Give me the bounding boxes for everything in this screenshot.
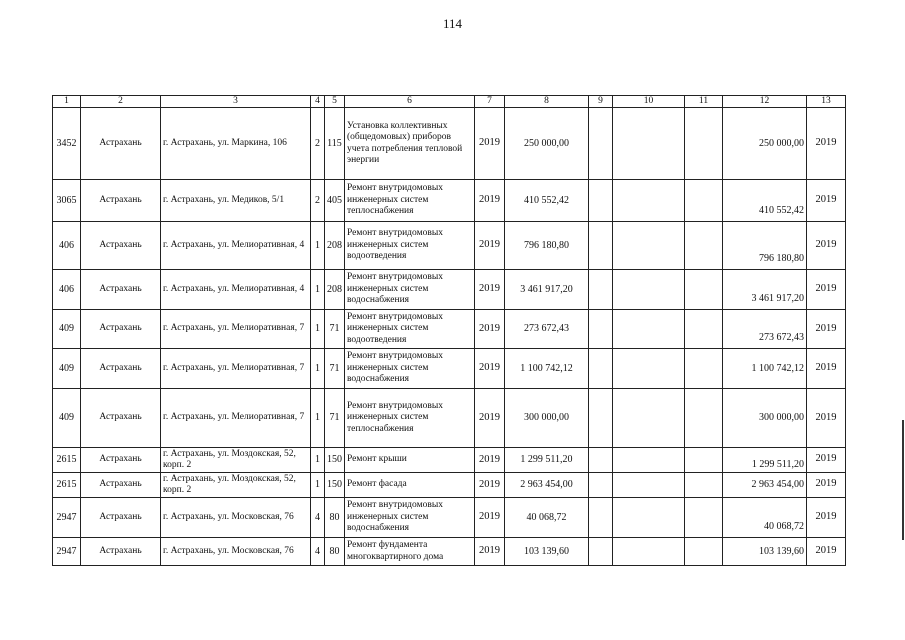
year-cell: 2019 bbox=[475, 180, 505, 222]
col5-cell: 71 bbox=[325, 310, 345, 349]
repair-register-table bbox=[52, 95, 846, 566]
col11-cell bbox=[685, 538, 723, 566]
col4-cell: 2 bbox=[311, 180, 325, 222]
col9-cell bbox=[589, 222, 613, 270]
col10-cell bbox=[613, 180, 685, 222]
house-id-cell: 2615 bbox=[53, 448, 81, 473]
col9-cell bbox=[589, 389, 613, 448]
col9-cell bbox=[589, 473, 613, 498]
cost-cell: 40 068,72 bbox=[505, 498, 589, 538]
house-id-cell: 409 bbox=[53, 310, 81, 349]
house-id-cell: 409 bbox=[53, 349, 81, 389]
col4-cell: 1 bbox=[311, 448, 325, 473]
col4-cell: 4 bbox=[311, 538, 325, 566]
address-cell: г. Астрахань, ул. Моздокская, 52, корп. 2 bbox=[161, 473, 311, 498]
table-row bbox=[53, 222, 846, 270]
column-header: 4 bbox=[311, 96, 325, 108]
scan-edge-mark bbox=[902, 420, 904, 540]
city-cell: Астрахань bbox=[81, 222, 161, 270]
col11-cell bbox=[685, 270, 723, 310]
col5-cell: 150 bbox=[325, 448, 345, 473]
house-id-cell: 406 bbox=[53, 222, 81, 270]
col4-cell: 1 bbox=[311, 310, 325, 349]
col9-cell bbox=[589, 270, 613, 310]
col10-cell bbox=[613, 498, 685, 538]
end-year-cell: 2019 bbox=[807, 473, 846, 498]
col5-cell: 150 bbox=[325, 473, 345, 498]
column-header: 2 bbox=[81, 96, 161, 108]
cost-cell: 1 299 511,20 bbox=[505, 448, 589, 473]
total-cell: 273 672,43 bbox=[723, 310, 807, 349]
year-cell: 2019 bbox=[475, 448, 505, 473]
col4-cell: 2 bbox=[311, 108, 325, 180]
col11-cell bbox=[685, 108, 723, 180]
end-year-cell: 2019 bbox=[807, 222, 846, 270]
table-row bbox=[53, 108, 846, 180]
house-id-cell: 3452 bbox=[53, 108, 81, 180]
column-header: 11 bbox=[685, 96, 723, 108]
house-id-cell: 406 bbox=[53, 270, 81, 310]
cost-cell: 250 000,00 bbox=[505, 108, 589, 180]
total-cell: 1 299 511,20 bbox=[723, 448, 807, 473]
work-type-cell: Ремонт крыши bbox=[345, 448, 475, 473]
column-header: 1 bbox=[53, 96, 81, 108]
address-cell: г. Астрахань, ул. Мелиоративная, 4 bbox=[161, 222, 311, 270]
col4-cell: 4 bbox=[311, 498, 325, 538]
house-id-cell: 2615 bbox=[53, 473, 81, 498]
cost-cell: 300 000,00 bbox=[505, 389, 589, 448]
cost-cell: 2 963 454,00 bbox=[505, 473, 589, 498]
column-header: 7 bbox=[475, 96, 505, 108]
col10-cell bbox=[613, 222, 685, 270]
col11-cell bbox=[685, 389, 723, 448]
cost-cell: 410 552,42 bbox=[505, 180, 589, 222]
table-row bbox=[53, 538, 846, 566]
table-row bbox=[53, 389, 846, 448]
work-type-cell: Ремонт внутридомовых инженерных систем водоснабжения bbox=[345, 498, 475, 538]
col11-cell bbox=[685, 180, 723, 222]
total-cell: 300 000,00 bbox=[723, 389, 807, 448]
col10-cell bbox=[613, 538, 685, 566]
work-type-cell: Ремонт фасада bbox=[345, 473, 475, 498]
column-header: 13 bbox=[807, 96, 846, 108]
address-cell: г. Астрахань, ул. Московская, 76 bbox=[161, 538, 311, 566]
table-row bbox=[53, 448, 846, 473]
table-row bbox=[53, 349, 846, 389]
column-header: 10 bbox=[613, 96, 685, 108]
work-type-cell: Ремонт внутридомовых инженерных систем водоснабжения bbox=[345, 349, 475, 389]
col10-cell bbox=[613, 310, 685, 349]
end-year-cell: 2019 bbox=[807, 270, 846, 310]
city-cell: Астрахань bbox=[81, 180, 161, 222]
cost-cell: 273 672,43 bbox=[505, 310, 589, 349]
year-cell: 2019 bbox=[475, 389, 505, 448]
cost-cell: 796 180,80 bbox=[505, 222, 589, 270]
house-id-cell: 2947 bbox=[53, 498, 81, 538]
col9-cell bbox=[589, 180, 613, 222]
city-cell: Астрахань bbox=[81, 538, 161, 566]
cost-cell: 3 461 917,20 bbox=[505, 270, 589, 310]
year-cell: 2019 bbox=[475, 310, 505, 349]
col10-cell bbox=[613, 108, 685, 180]
year-cell: 2019 bbox=[475, 270, 505, 310]
city-cell: Астрахань bbox=[81, 448, 161, 473]
col11-cell bbox=[685, 498, 723, 538]
col4-cell: 1 bbox=[311, 473, 325, 498]
address-cell: г. Астрахань, ул. Моздокская, 52, корп. 2 bbox=[161, 448, 311, 473]
total-cell: 1 100 742,12 bbox=[723, 349, 807, 389]
col5-cell: 208 bbox=[325, 222, 345, 270]
house-id-cell: 3065 bbox=[53, 180, 81, 222]
column-header: 12 bbox=[723, 96, 807, 108]
year-cell: 2019 bbox=[475, 473, 505, 498]
col4-cell: 1 bbox=[311, 222, 325, 270]
col9-cell bbox=[589, 108, 613, 180]
address-cell: г. Астрахань, ул. Мелиоративная, 7 bbox=[161, 389, 311, 448]
cost-cell: 103 139,60 bbox=[505, 538, 589, 566]
col5-cell: 208 bbox=[325, 270, 345, 310]
cost-cell: 1 100 742,12 bbox=[505, 349, 589, 389]
address-cell: г. Астрахань, ул. Медиков, 5/1 bbox=[161, 180, 311, 222]
col9-cell bbox=[589, 349, 613, 389]
year-cell: 2019 bbox=[475, 498, 505, 538]
col4-cell: 1 bbox=[311, 270, 325, 310]
end-year-cell: 2019 bbox=[807, 538, 846, 566]
work-type-cell: Ремонт внутридомовых инженерных систем водоснабжения bbox=[345, 270, 475, 310]
address-cell: г. Астрахань, ул. Маркина, 106 bbox=[161, 108, 311, 180]
city-cell: Астрахань bbox=[81, 473, 161, 498]
work-type-cell: Ремонт внутридомовых инженерных систем теплоснабжения bbox=[345, 180, 475, 222]
city-cell: Астрахань bbox=[81, 389, 161, 448]
table-row bbox=[53, 473, 846, 498]
col9-cell bbox=[589, 498, 613, 538]
address-cell: г. Астрахань, ул. Московская, 76 bbox=[161, 498, 311, 538]
work-type-cell: Ремонт фундамента многоквартирного дома bbox=[345, 538, 475, 566]
year-cell: 2019 bbox=[475, 222, 505, 270]
house-id-cell: 409 bbox=[53, 389, 81, 448]
col5-cell: 71 bbox=[325, 349, 345, 389]
end-year-cell: 2019 bbox=[807, 389, 846, 448]
col5-cell: 80 bbox=[325, 498, 345, 538]
city-cell: Астрахань bbox=[81, 498, 161, 538]
column-header: 3 bbox=[161, 96, 311, 108]
column-header: 5 bbox=[325, 96, 345, 108]
work-type-cell: Ремонт внутридомовых инженерных систем водоотведения bbox=[345, 310, 475, 349]
end-year-cell: 2019 bbox=[807, 349, 846, 389]
col11-cell bbox=[685, 448, 723, 473]
header-row bbox=[53, 96, 846, 108]
city-cell: Астрахань bbox=[81, 270, 161, 310]
col10-cell bbox=[613, 349, 685, 389]
year-cell: 2019 bbox=[475, 538, 505, 566]
year-cell: 2019 bbox=[475, 349, 505, 389]
total-cell: 103 139,60 bbox=[723, 538, 807, 566]
end-year-cell: 2019 bbox=[807, 310, 846, 349]
total-cell: 796 180,80 bbox=[723, 222, 807, 270]
col10-cell bbox=[613, 448, 685, 473]
total-cell: 3 461 917,20 bbox=[723, 270, 807, 310]
col5-cell: 405 bbox=[325, 180, 345, 222]
col10-cell bbox=[613, 389, 685, 448]
end-year-cell: 2019 bbox=[807, 498, 846, 538]
end-year-cell: 2019 bbox=[807, 180, 846, 222]
address-cell: г. Астрахань, ул. Мелиоративная, 7 bbox=[161, 349, 311, 389]
total-cell: 250 000,00 bbox=[723, 108, 807, 180]
total-cell: 40 068,72 bbox=[723, 498, 807, 538]
col11-cell bbox=[685, 310, 723, 349]
work-type-cell: Ремонт внутридомовых инженерных систем теплоснабжения bbox=[345, 389, 475, 448]
col11-cell bbox=[685, 349, 723, 389]
work-type-cell: Ремонт внутридомовых инженерных систем водоотведения bbox=[345, 222, 475, 270]
col4-cell: 1 bbox=[311, 389, 325, 448]
col9-cell bbox=[589, 448, 613, 473]
address-cell: г. Астрахань, ул. Мелиоративная, 4 bbox=[161, 270, 311, 310]
page-number: 114 bbox=[442, 16, 463, 31]
table-row bbox=[53, 180, 846, 222]
house-id-cell: 2947 bbox=[53, 538, 81, 566]
end-year-cell: 2019 bbox=[807, 108, 846, 180]
col4-cell: 1 bbox=[311, 349, 325, 389]
table-row bbox=[53, 270, 846, 310]
col5-cell: 80 bbox=[325, 538, 345, 566]
column-header: 6 bbox=[345, 96, 475, 108]
total-cell: 410 552,42 bbox=[723, 180, 807, 222]
col9-cell bbox=[589, 538, 613, 566]
work-type-cell: Установка коллективных (общедомовых) приборов учета потребления тепловой энергии bbox=[345, 108, 475, 180]
col10-cell bbox=[613, 270, 685, 310]
table-row bbox=[53, 498, 846, 538]
col11-cell bbox=[685, 222, 723, 270]
year-cell: 2019 bbox=[475, 108, 505, 180]
city-cell: Астрахань bbox=[81, 108, 161, 180]
col10-cell bbox=[613, 473, 685, 498]
col5-cell: 71 bbox=[325, 389, 345, 448]
total-cell: 2 963 454,00 bbox=[723, 473, 807, 498]
column-header: 8 bbox=[505, 96, 589, 108]
col9-cell bbox=[589, 310, 613, 349]
table-row bbox=[53, 310, 846, 349]
col11-cell bbox=[685, 473, 723, 498]
col5-cell: 115 bbox=[325, 108, 345, 180]
end-year-cell: 2019 bbox=[807, 448, 846, 473]
city-cell: Астрахань bbox=[81, 310, 161, 349]
address-cell: г. Астрахань, ул. Мелиоративная, 7 bbox=[161, 310, 311, 349]
city-cell: Астрахань bbox=[81, 349, 161, 389]
column-header: 9 bbox=[589, 96, 613, 108]
